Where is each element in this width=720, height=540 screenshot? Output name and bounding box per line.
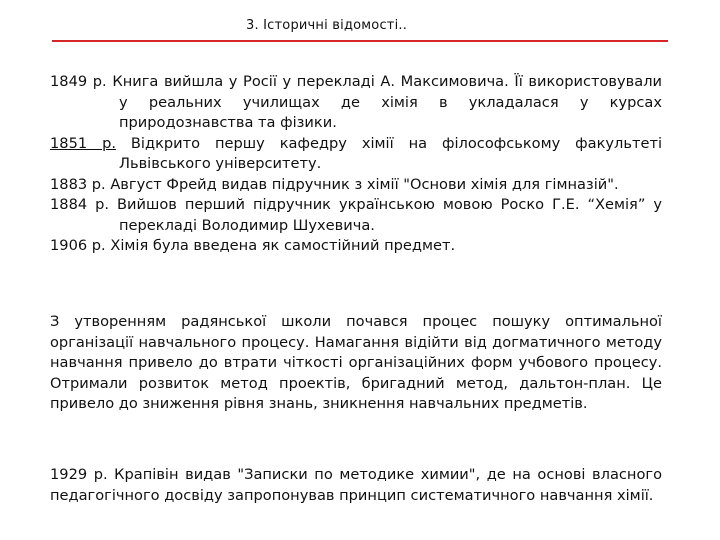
entry-date: 1884 р. <box>50 196 110 213</box>
slide-title: 3. Історичні відомості.. <box>246 18 408 33</box>
entry-text: Відкрито першу кафедру хімії на філософському факультеті Львівського університету. <box>119 134 663 172</box>
entry-text: Книга вийшла у Росії у перекладі А. Максимовича. Її використовували у реальних училищах де хімія в укладалася у курсах природознавства та фізики. <box>112 73 663 131</box>
krapivin-1929-paragraph: 1929 р. Крапівін видав "Записки по методике химии", де на основі власного педагогічного досвіду запропонував принцип систематичного навчання хімії. <box>50 466 662 504</box>
entry-text: Август Фрейд видав підручник з хімії "Основи хімія для гімназій". <box>110 175 619 193</box>
title-divider <box>52 40 668 42</box>
entry-text: Хімія була введена як самостійний предмет. <box>110 237 456 254</box>
entry-date: 1883 р. <box>50 175 106 193</box>
history-entry-1883 <box>50 175 662 196</box>
soviet-school-paragraph: З утворенням радянської школи почався процес пошуку оптимальної організації навчального процесу. Намагання відійти від догматичного методу навчання привело до втрати чіткості організаційних форм учбового процесу. Отримали розвиток метод проектів, бригадний метод, дальтон-план. Це привело до зниження рівня знань, зникнення навчальних предметів. <box>50 313 662 412</box>
history-entry-1906 <box>50 236 662 257</box>
history-entry-1851 <box>50 134 662 175</box>
history-list <box>50 72 662 257</box>
entry-date: 1849 р. <box>50 73 107 90</box>
entry-date: 1851 р. <box>50 134 116 152</box>
soviet-school-section <box>50 312 662 415</box>
krapivin-section <box>50 465 662 506</box>
entry-date: 1906 р. <box>50 237 106 254</box>
history-entry-1884 <box>50 195 662 236</box>
history-entry-1849 <box>50 72 662 134</box>
entry-text: Вийшов перший підручник українською мовою Роско Г.Е. “Хемія” у перекладі Володимир Шухевича. <box>117 196 663 234</box>
